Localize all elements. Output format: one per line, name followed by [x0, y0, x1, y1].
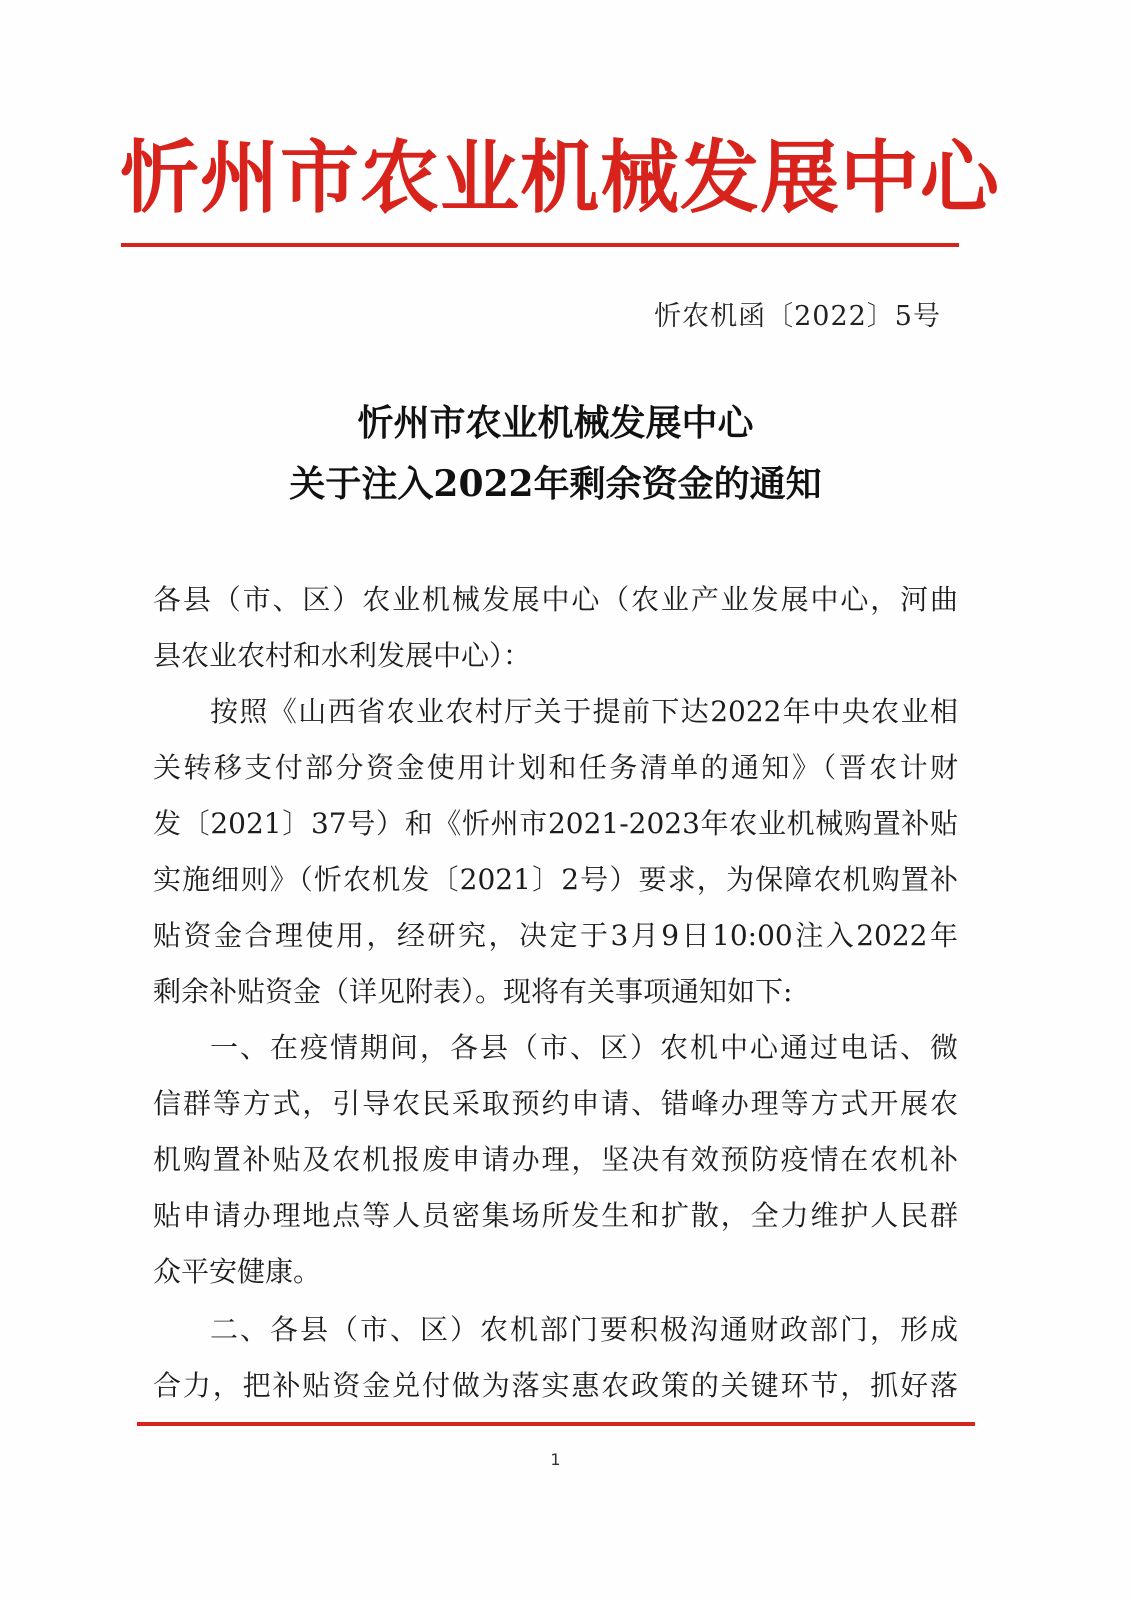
page-number: 1 — [550, 1450, 561, 1469]
body-line: 合力，把补贴资金兑付做为落实惠农政策的关键环节，抓好落 — [153, 1369, 958, 1402]
masthead-title: 忻州市农业机械发展中心 — [120, 131, 1000, 224]
body-line: 关转移支付部分资金使用计划和任务清单的通知》（晋农计财 — [153, 751, 958, 784]
footer-red-rule — [137, 1422, 975, 1426]
body-line: 剩余补贴资金（详见附表）。现将有关事项通知如下: — [153, 975, 793, 1008]
body-line: 按照《山西省农业农村厅关于提前下达2022年中央农业相 — [210, 695, 958, 728]
body-line: 贴申请办理地点等人员密集场所发生和扩散，全力维护人民群 — [153, 1199, 958, 1232]
body-line: 实施细则》（忻农机发〔2021〕2号）要求，为保障农机购置补 — [153, 863, 958, 896]
notice-title-line-2: 关于注入2022年剩余资金的通知 — [289, 463, 822, 505]
body-line: 一、在疫情期间，各县（市、区）农机中心通过电话、微 — [210, 1031, 958, 1064]
masthead-red-rule — [121, 243, 959, 247]
body-line: 各县（市、区）农业机械发展中心（农业产业发展中心，河曲 — [153, 583, 958, 616]
notice-body — [153, 572, 958, 1414]
notice-title-line-1: 忻州市农业机械发展中心 — [357, 402, 754, 444]
body-line: 二、各县（市、区）农机部门要积极沟通财政部门，形成 — [210, 1313, 958, 1346]
body-line: 机购置补贴及农机报废申请办理，坚决有效预防疫情在农机补 — [153, 1143, 958, 1176]
document-number: 忻农机函〔2022〕5号 — [654, 301, 941, 332]
body-line: 众平安健康。 — [153, 1255, 322, 1288]
body-line: 贴资金合理使用，经研究，决定于3月9日10:00注入2022年 — [153, 919, 958, 952]
body-line: 县农业农村和水利发展中心）： — [153, 639, 532, 672]
body-line: 信群等方式，引导农民采取预约申请、错峰办理等方式开展农 — [153, 1087, 958, 1120]
body-line: 发〔2021〕37号）和《忻州市2021-2023年农业机械购置补贴 — [153, 807, 958, 840]
